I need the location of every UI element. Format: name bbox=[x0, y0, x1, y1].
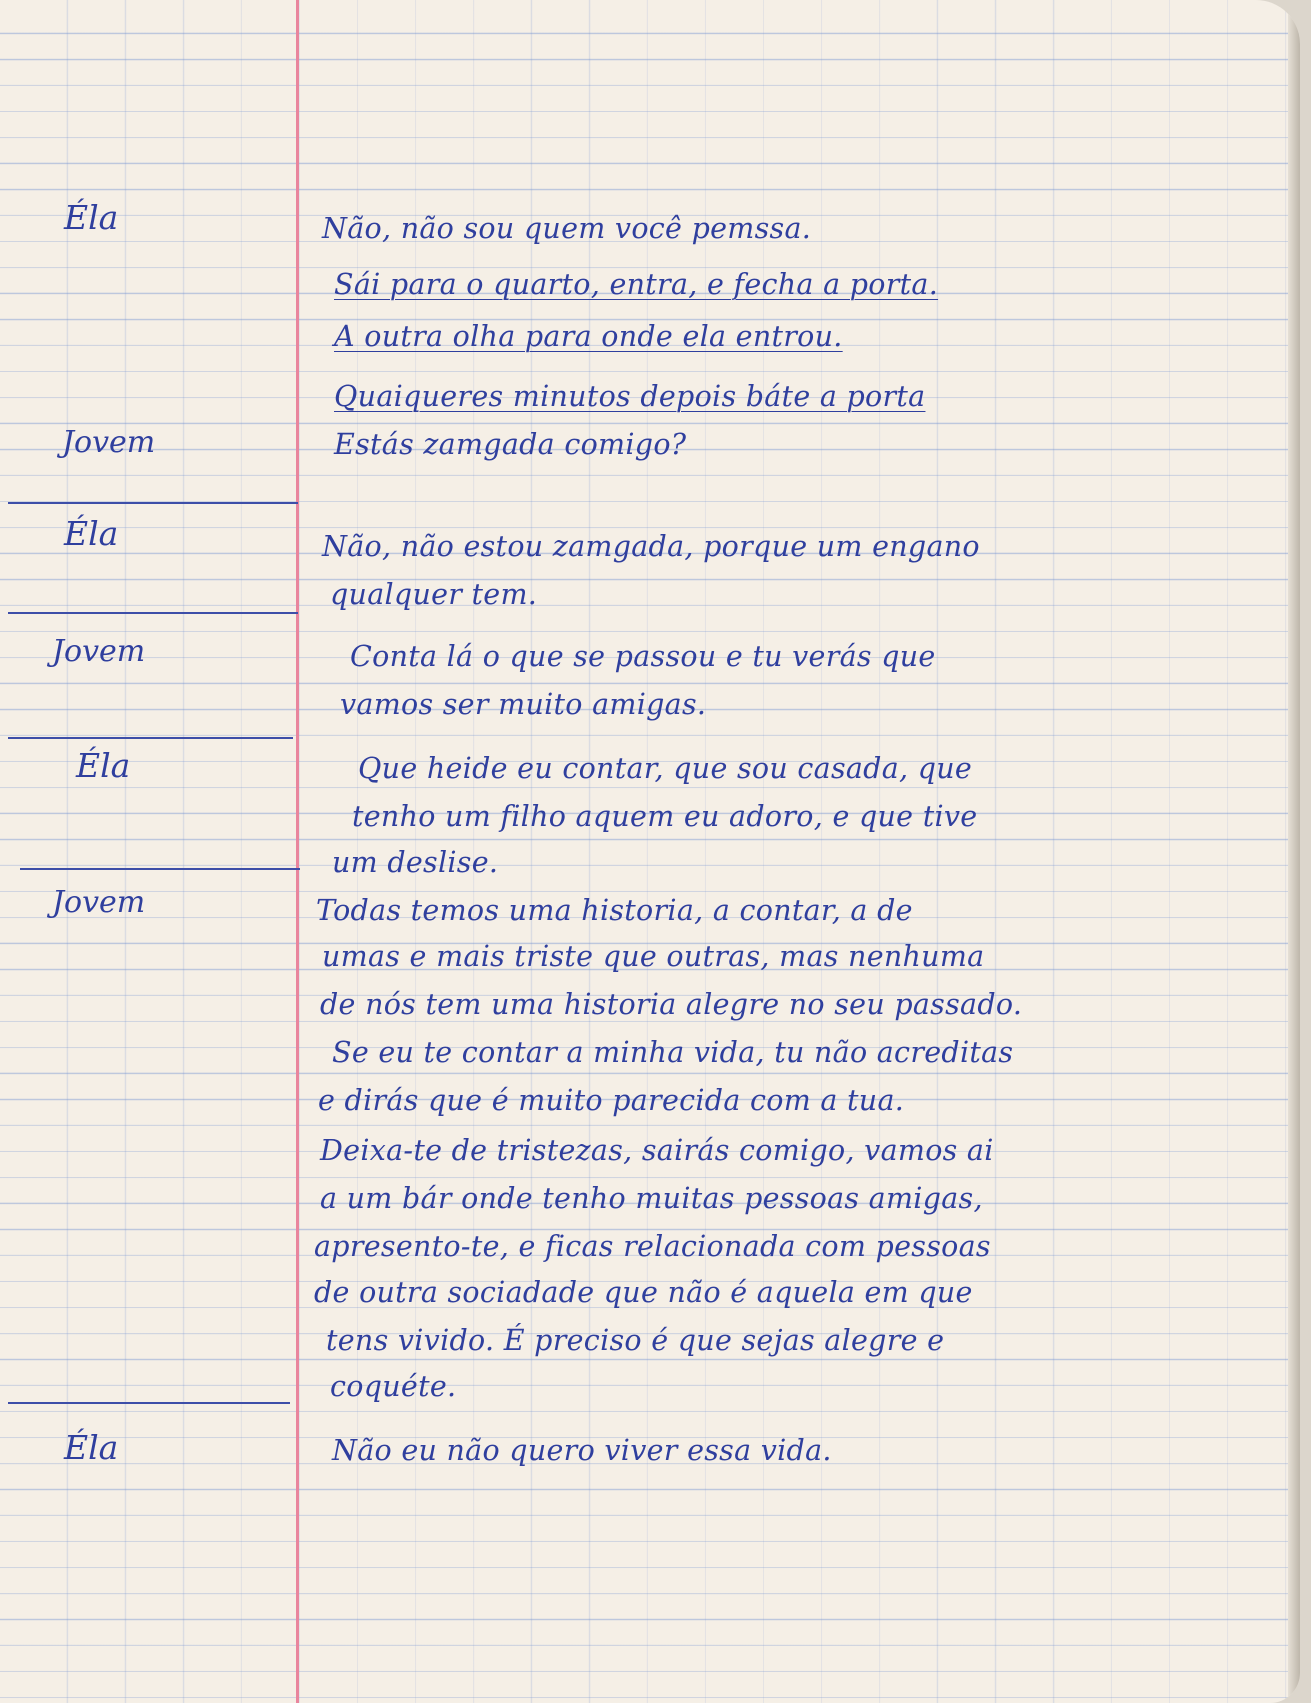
text-line: Não, não sou quem você pemssa. bbox=[322, 212, 812, 245]
text-line: Não eu não quero viver essa vida. bbox=[332, 1434, 832, 1467]
text-line: A outra olha para onde ela entrou. bbox=[334, 320, 843, 353]
text-line: umas e mais triste que outras, mas nenhuma bbox=[322, 940, 985, 973]
text-line: Estás zamgada comigo? bbox=[334, 428, 687, 461]
text-line: tens vivido. É preciso é que sejas alegre e bbox=[326, 1324, 945, 1357]
text-line: Quaiqueres minutos depois báte a porta bbox=[334, 380, 926, 413]
text-line: Deixa-te de tristezas, sairás comigo, vamos ai bbox=[320, 1134, 994, 1167]
text-line: Conta lá o que se passou e tu verás que bbox=[350, 640, 936, 673]
text-line: um deslise. bbox=[332, 846, 499, 879]
text-line: tenho um filho aquem eu adoro, e que tive bbox=[352, 800, 978, 833]
text-line: de nós tem uma historia alegre no seu passado. bbox=[320, 988, 1023, 1021]
speaker-label: Éla bbox=[64, 1428, 119, 1467]
speaker-label: Jovem bbox=[52, 885, 146, 920]
text-line: apresento-te, e ficas relacionada com pessoas bbox=[314, 1230, 991, 1263]
text-line: Se eu te contar a minha vida, tu não acreditas bbox=[332, 1036, 1014, 1069]
speaker-label: Éla bbox=[76, 746, 131, 785]
speaker-label: Jovem bbox=[62, 425, 156, 460]
text-line: vamos ser muito amigas. bbox=[340, 688, 707, 721]
text-line: qualquer tem. bbox=[330, 578, 538, 611]
text-line: a um bár onde tenho muitas pessoas amigas, bbox=[320, 1182, 983, 1215]
speaker-label: Éla bbox=[64, 198, 119, 237]
separator-line bbox=[8, 737, 293, 739]
text-line: Não, não estou zamgada, porque um engano bbox=[322, 530, 980, 563]
speaker-label: Éla bbox=[64, 514, 119, 553]
text-line: Que heide eu contar, que sou casada, que bbox=[358, 752, 973, 785]
separator-line bbox=[8, 1402, 290, 1404]
separator-line bbox=[20, 868, 300, 870]
text-line: Sái para o quarto, entra, e fecha a porta. bbox=[334, 268, 939, 301]
separator-line bbox=[8, 612, 298, 614]
text-line: Todas temos uma historia, a contar, a de bbox=[316, 894, 913, 927]
speaker-label: Jovem bbox=[52, 634, 146, 669]
separator-line bbox=[8, 502, 298, 504]
text-line: e dirás que é muito parecida com a tua. bbox=[318, 1084, 905, 1117]
text-line: coquéte. bbox=[330, 1370, 457, 1403]
text-line: de outra sociadade que não é aquela em que bbox=[314, 1276, 973, 1309]
margin-line bbox=[296, 0, 299, 1703]
